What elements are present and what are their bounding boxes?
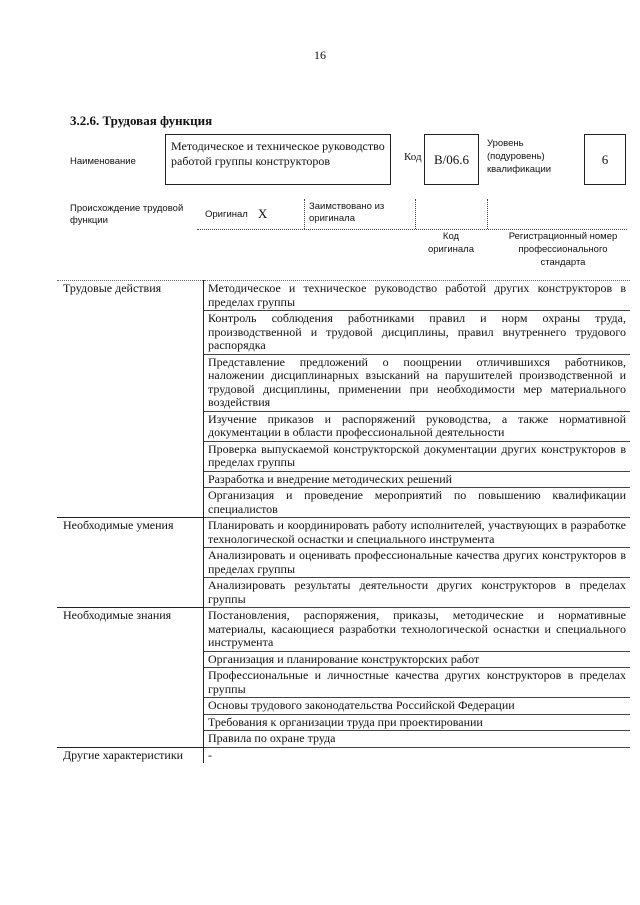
orig-code-label-line-2: оригинала	[427, 244, 474, 255]
original-code-cell	[415, 199, 487, 229]
original-cell	[197, 199, 304, 229]
section-item: Требования к организации труда при проектировании	[204, 714, 631, 731]
function-code-box: B/06.6	[424, 134, 479, 185]
registration-number-cell	[487, 199, 627, 229]
section-item: Анализировать и оценивать профессиональные качества других конструкторов в пределах группы	[204, 548, 631, 578]
section-item: Организация и проведение мероприятий по повышению квалификации специалистов	[204, 488, 631, 518]
section-item: Основы трудового законодательства Российской Федерации	[204, 698, 631, 715]
reg-label-line-2: профессионального	[518, 244, 608, 255]
level-label-line-1: Уровень	[487, 138, 524, 149]
section-item: Разработка и внедрение методических решений	[204, 471, 631, 488]
section-title: Другие характеристики	[57, 747, 204, 763]
registration-number-label	[497, 230, 629, 269]
table-row	[57, 281, 630, 311]
section-item: Правила по охране труда	[204, 731, 631, 748]
borrowed-label-line-1: Заимствовано из	[309, 201, 385, 212]
original-label: Оригинал	[205, 208, 248, 220]
qualification-level-box: 6	[584, 134, 626, 185]
reg-label-line-1: Регистрационный номер	[508, 231, 618, 242]
page-number: 16	[314, 48, 326, 62]
level-label-line-2: (подуровень)	[487, 151, 545, 162]
table-row	[57, 608, 630, 652]
qualification-level-label	[487, 137, 551, 176]
borrowed-label-line-2: оригинала	[309, 213, 356, 224]
section-title: Необходимые умения	[57, 518, 204, 608]
origin-label	[70, 203, 183, 227]
function-details-table	[57, 280, 630, 763]
section-item: Планировать и координировать работу исполнителей, участвующих в разработке технологической оснастки и специального инструмента	[204, 518, 631, 548]
reg-label-line-3: стандарта	[540, 257, 586, 268]
section-item: Проверка выпускаемой конструкторской документации других конструкторов в пределах группы	[204, 441, 631, 471]
section-title: Трудовые действия	[57, 281, 204, 518]
section-title: Необходимые знания	[57, 608, 204, 748]
code-label: Код	[404, 151, 422, 163]
level-label-line-3: квалификации	[487, 164, 552, 175]
section-item: Контроль соблюдения работниками правил и норм охраны труда, производственной и трудовой дисциплины, правил внутреннего трудового распорядка	[204, 311, 631, 355]
section-item: Анализировать результаты деятельности других конструкторов в пределах группы	[204, 578, 631, 608]
name-label: Наименование	[70, 156, 136, 167]
origin-label-line-1: Происхождение трудовой	[70, 203, 184, 214]
section-item: Изучение приказов и распоряжений руководства, а также нормативной документации в области профессиональной деятельности	[204, 411, 631, 441]
origin-table	[197, 199, 627, 230]
orig-code-label-line-1: Код	[442, 231, 460, 242]
original-code-label	[415, 230, 487, 256]
original-mark: X	[257, 206, 268, 221]
section-item: Постановления, распоряжения, приказы, методические и нормативные материалы, касающиеся разработки технологической оснастки и специального инструмента	[204, 608, 631, 652]
table-row	[57, 747, 630, 763]
borrowed-cell	[304, 199, 415, 229]
section-item: Методическое и техническое руководство работой других конструкторов в пределах группы	[204, 281, 631, 311]
section-item: Представление предложений о поощрении отличившихся работников, наложении дисциплинарных взысканий на парушителей производственной и трудовой дисциплины, применении при необходимости мер материального воздействия	[204, 354, 631, 411]
section-item: -	[204, 747, 631, 763]
section-item: Профессиональные и личностные качества других конструкторов в пределах группы	[204, 668, 631, 698]
function-name-box: Методическое и техническое руководство работой группы конструкторов	[165, 134, 391, 185]
section-item: Организация и планирование конструкторских работ	[204, 651, 631, 668]
table-row	[57, 518, 630, 548]
section-heading: 3.2.6. Трудовая функция	[70, 113, 213, 128]
origin-label-line-2: функции	[70, 215, 108, 226]
